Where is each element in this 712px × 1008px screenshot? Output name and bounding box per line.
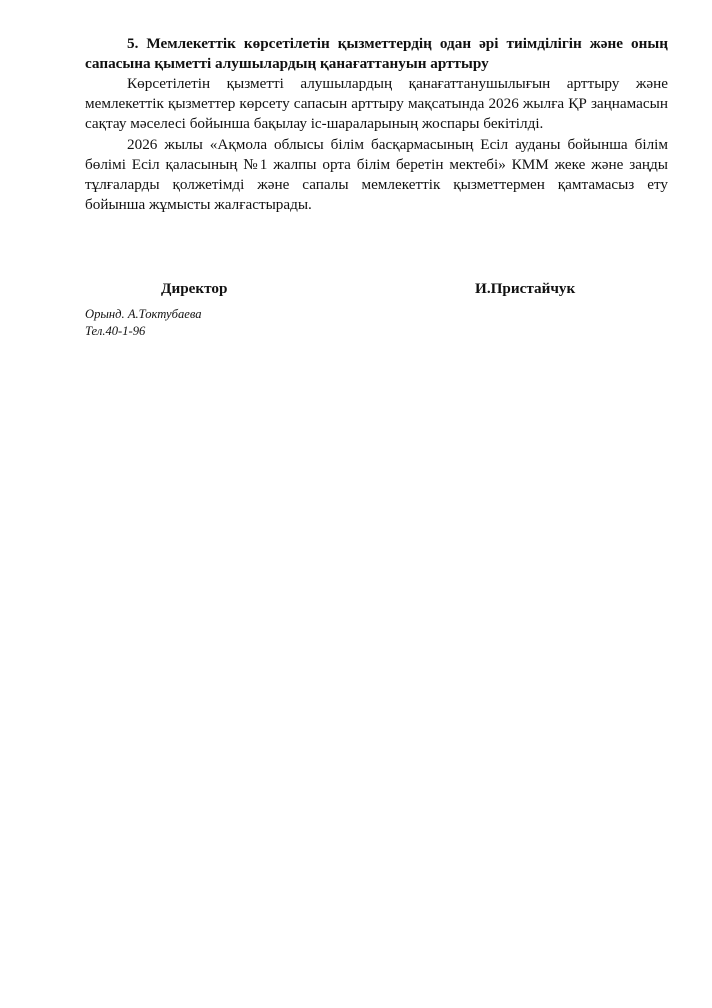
signature-block <box>85 280 668 302</box>
signatory-name: И.Пристайчук <box>475 280 576 297</box>
signatory-title: Директор <box>161 280 228 297</box>
section-heading: 5. Мемлекеттік көрсетілетін қызметтердің одан әрі тиімділігін және оның сапасына қыметті алушылардың қанағаттануын арттыру <box>85 35 668 72</box>
executor-name: Орынд. А.Токтубаева <box>85 307 202 321</box>
paragraph-2026-work: 2026 жылы «Ақмола облысы білім басқармасының Есіл ауданы бойынша білім бөлімі Есіл қаласының №1 жалпы орта білім беретін мектебі» КММ жеке және заңды тұлғаларды қолжетімді және сапалы мемлекеттік қызметтермен қамтамасыз ету бойынша жұмысты жалғастырады. <box>85 135 668 214</box>
executor-info <box>85 306 202 340</box>
executor-phone: Тел.40-1-96 <box>85 324 146 338</box>
document-body <box>85 34 668 338</box>
paragraph-plan: Көрсетілетін қызметті алушылардың қанағаттанушылығын арттыру және мемлекеттік қызметтер көрсету сапасын арттыру мақсатында 2026 жылға ҚР заңнамасын сақтау мәселесі бойынша бақылау іс-шараларының жоспары бекітілді. <box>85 75 668 133</box>
